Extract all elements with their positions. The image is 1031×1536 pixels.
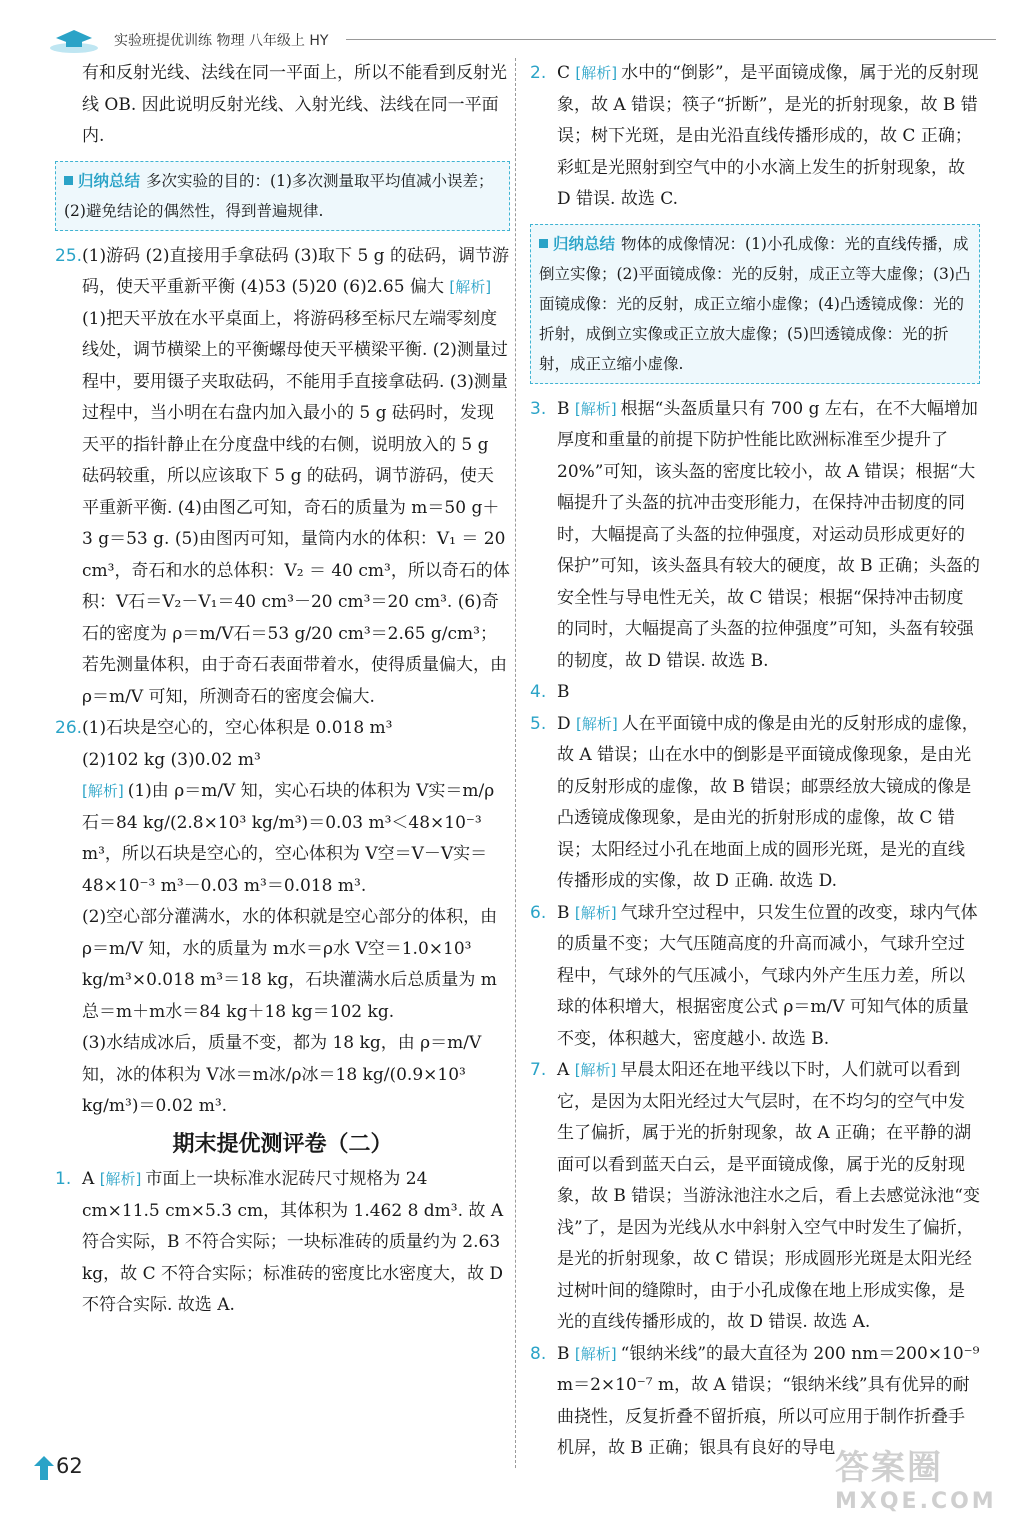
question-number: 25. — [55, 245, 83, 266]
page-corner-icon — [34, 1456, 54, 1482]
analysis-text: (2)空心部分灌满水，水的体积就是空心部分的体积，由 ρ＝m/V 知，水的质量为 m水＝ρ水 V空＝1.0×10³ kg/m³×0.018 m³＝18 kg，石块灌满水后总质量为 m总＝m＋m水＝84 kg＋18 kg＝102 kg. — [82, 907, 498, 1022]
answer-text: (1)石块是空心的，空心体积是 0.018 m³ — [82, 718, 393, 738]
analysis-tag: [解析] — [576, 714, 618, 733]
question-2 — [530, 58, 980, 216]
analysis-text: (1)由 ρ＝m/V 知，实心石块的体积为 V实＝m/ρ石＝84 kg/(2.8×10³ kg/m³)＝0.03 m³＜48×10⁻³ m³，所以石块是空心的，空心体积为 V空＝V－V实＝48×10⁻³ m³－0.03 m³＝0.018 m³. — [82, 781, 495, 896]
analysis-tag: [解析] — [82, 782, 124, 800]
analysis-text: 早晨太阳还在地平线以下时，人们就可以看到它，是因为太阳光经过大气层时，在不均匀的空气中发生了偏折，属于光的折射现象，故 A 正确；在平静的湖面可以看到蓝天白云，是平面镜成像，属于光的反射现象，故 B 错误；当游泳池注水之后，看上去感觉泳池“变浅”了，是因为光线从水中斜射入空气中时发生了偏折，是光的折射现象，故 C 错误；形成圆形光斑是太阳光经过树叶间的缝隙时，由于小孔成像在地上形成实像，是光的直线传播形成的，故 D 错误. 故选 A. — [557, 1060, 980, 1332]
analysis-text: 市面上一块标准水泥砖尺寸规格为 24 cm×11.5 cm×5.3 cm，其体积为 1.462 8 dm³. 故 A 符合实际，B 不符合实际；一块标准砖的质量约为 2.63 kg，故 C 不符合实际；标准砖的密度比水密度大，故 D 不符合实际. 故选 A. — [82, 1169, 504, 1315]
question-number: 4. — [530, 682, 547, 702]
question-number: 3. — [530, 398, 547, 419]
answer-letter: B — [557, 398, 570, 419]
summary-tag: 归纳总结 — [539, 235, 615, 253]
page-header — [28, 26, 988, 56]
question-number: 8. — [530, 1343, 547, 1364]
column-divider — [515, 58, 516, 1468]
answer-letter: C — [557, 63, 571, 83]
question-number: 2. — [530, 63, 547, 83]
page-number-text: 62 — [56, 1454, 83, 1478]
analysis-text: 人在平面镜中成的像是由光的反射形成的虚像，故 A 错误；山在水中的倒影是平面镜成像现象，是由光的反射形成的虚像，故 B 错误；邮票经放大镜成的像是凸透镜成像现象，是由光的折射形成的虚像，故 C 错误；太阳经过小孔在地面上成的圆形光斑，是光的直线传播形成的实像，故 D 正确. 故选 D. — [557, 713, 979, 891]
summary-box — [530, 224, 980, 384]
graduation-cap-icon — [48, 28, 100, 54]
answer-letter: B — [557, 902, 570, 923]
analysis-text: (1)把天平放在水平桌面上，将游码移至标尺左端零刻度线处，调节横梁上的平衡螺母使天平横梁平衡. (2)测量过程中，要用镊子夹取砝码，不能用手直接拿砝码. (3)测量过程中，当小明在右盘内加入最小的 5 g 砝码时，发现天平的指针静止在分度盘中线的右侧，说明放入的 5 g 砝码较重，所以应该取下 5 g 的砝码，调节游码，使天平重新平衡. (4)由图乙可知，奇石的质量为 m＝50 g＋3 g＝53 g. (5)由图丙可知，量筒内水的体积：V₁ ＝ 20 cm³，奇石和水的总体积：V₂ ＝ 40 cm³，所以奇石的体积：V石＝V₂－V₁＝40 cm³－20 cm³＝20 cm³. (6)奇石的密度为 ρ＝m/V石＝53 g/20 cm³＝2.65 g/cm³；若先测量体积，由于奇石表面带着水，使得质量偏大，由 ρ＝m/V 可知，所测奇石的密度会偏大. — [82, 308, 510, 707]
question-number: 26. — [55, 718, 83, 738]
analysis-tag: [解析] — [574, 399, 617, 418]
question-1 — [55, 1164, 510, 1322]
analysis-text: 水中的“倒影”，是平面镜成像，属于光的反射现象，故 A 错误；筷子“折断”，是光的折射现象，故 B 错误；树下光斑，是由光沿直线传播形成的，故 C 正确；彩虹是光照射到空气中的小水滴上发生的折射现象，故 D 错误. 故选 C. — [557, 63, 979, 209]
answer-letter: D — [557, 713, 571, 734]
left-column — [55, 58, 510, 1322]
question-7 — [530, 1055, 980, 1339]
summary-box — [55, 161, 510, 231]
question-number: 5. — [530, 713, 547, 734]
question-number: 6. — [530, 902, 547, 923]
section-title: 期末提优测评卷（二） — [172, 1131, 393, 1157]
question-6 — [530, 898, 980, 1056]
page-number — [34, 1452, 94, 1486]
continued-text: 有和反射光线、法线在同一平面上，所以不能看到反射光线 OB. 因此说明反射光线、入射光线、法线在同一平面内. — [82, 63, 507, 146]
watermark-en: MXQE.COM — [835, 1489, 997, 1514]
analysis-tag: [解析] — [574, 1344, 617, 1363]
header-rule — [346, 39, 996, 40]
header-title: 实验班提优训练 物理 八年级上 HY — [114, 33, 329, 49]
watermark — [835, 1440, 1005, 1530]
analysis-text: 根据“头盔质量只有 700 g 左右，在不大幅增加厚度和重量的前提下防护性能比欧洲标准至少提升了 20%”可知，该头盔的密度比较小，故 A 错误；根据“大幅提升了头盔的抗冲击变形能力，在保持冲击韧度的同时，大幅提高了头盔的拉伸强度，对运动员形成更好的保护”可知，该头盔具有较大的硬度，故 B 正确；头盔的安全性与导电性无关，故 C 错误；根据“保持冲击韧度的同时，大幅提高了头盔的拉伸强度”可知，头盔有较强的韧度，故 D 错误. 故选 B. — [557, 398, 980, 671]
answer-letter: B — [557, 1343, 570, 1364]
analysis-text: “银纳米线”的最大直径为 200 nm＝200×10⁻⁹ m＝2×10⁻⁷ m，故 A 错误；“银纳米线”具有优异的耐曲挠性，反复折叠不留折痕，所以可应用于制作折叠手机屏，故 B 正确；银具有良好的导电 — [557, 1343, 980, 1458]
question-number: 1. — [55, 1169, 72, 1189]
answer-letter: B — [557, 682, 570, 702]
answer-text: (2)102 kg (3)0.02 m³ — [82, 749, 261, 770]
question-3 — [530, 394, 980, 678]
summary-text: 物体的成像情况：(1)小孔成像：光的直线传播，成倒立实像；(2)平面镜成像：光的反射，成正立等大虚像；(3)凸面镜成像：光的反射，成正立缩小虚像；(4)凸透镜成像：光的折射，成倒立实像或正立放大虚像；(5)凹透镜成像：光的折射，成正立缩小虚像. — [539, 234, 971, 373]
analysis-text: 气球升空过程中，只发生位置的改变，球内气体的质量不变；大气压随高度的升高而减小，气球升空过程中，气球外的气压减小，气球内外产生压力差，所以球的体积增大，根据密度公式 ρ＝m/V 可知气体的质量不变，体积越大，密度越小. 故选 B. — [557, 902, 978, 1049]
question-5 — [530, 709, 980, 898]
analysis-text: (3)水结成冰后，质量不变，都为 18 kg，由 ρ＝m/V 知，冰的体积为 V冰＝m冰/ρ冰＝18 kg/(0.9×10³ kg/m³)＝0.02 m³. — [82, 1033, 482, 1116]
question-25 — [55, 241, 510, 714]
question-4 — [530, 677, 980, 709]
analysis-tag: [解析] — [449, 278, 492, 296]
question-number: 7. — [530, 1060, 547, 1080]
watermark-cn: 答案圈 — [835, 1448, 943, 1488]
answer-letter: A — [82, 1169, 95, 1189]
analysis-tag: [解析] — [99, 1170, 142, 1188]
analysis-tag: [解析] — [574, 903, 617, 922]
summary-tag: 归纳总结 — [64, 172, 140, 190]
right-column — [530, 58, 980, 1465]
analysis-tag: [解析] — [575, 64, 618, 82]
question-26 — [55, 713, 510, 1123]
summary-text: 多次实验的目的：(1)多次测量取平均值减小误差；(2)避免结论的偶然性，得到普遍规律. — [64, 171, 494, 220]
answer-text: (1)游码 (2)直接用手拿砝码 (3)取下 5 g 的砝码，调节游码，使天平重新平衡 (4)53 (5)20 (6)2.65 偏大 — [82, 245, 509, 297]
answer-letter: A — [557, 1060, 570, 1080]
analysis-tag: [解析] — [574, 1061, 617, 1079]
